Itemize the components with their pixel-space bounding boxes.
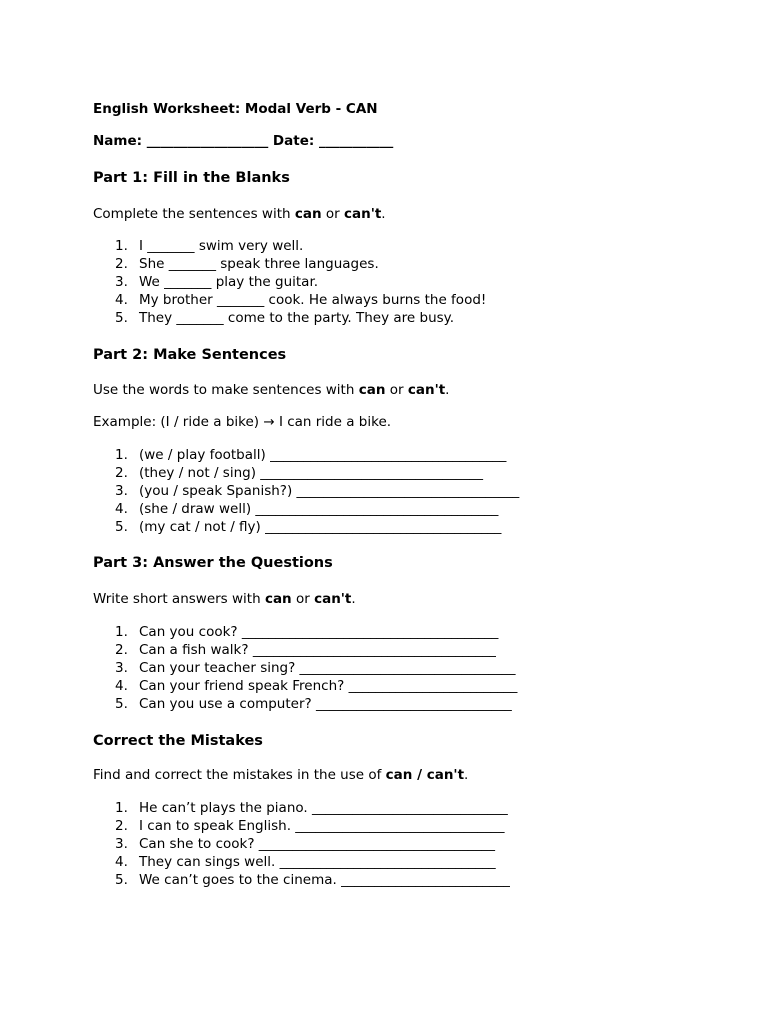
list-item: 1. Can you cook? ______________________________________ (115, 624, 499, 640)
part-2-instruction: Use the words to make sentences with can or can't. (93, 382, 450, 398)
part-2-list (93, 446, 733, 536)
list-item: 2. Can a fish walk? ____________________________________ (115, 642, 496, 658)
part-1-section (93, 169, 733, 327)
worksheet-page (93, 101, 733, 888)
correct-mistakes-section (93, 732, 733, 889)
part-3-list (93, 623, 733, 713)
worksheet-title: English Worksheet: Modal Verb - CAN (93, 101, 378, 117)
correct-mistakes-heading: Correct the Mistakes (93, 733, 263, 749)
list-item: 5. We can’t goes to the cinema. _________________________ (115, 872, 510, 888)
list-item: 4. My brother _______ cook. He always burns the food! (115, 292, 487, 308)
list-item: 4. They can sings well. ________________________________ (115, 854, 496, 870)
correct-mistakes-list (93, 799, 733, 889)
part-2-heading: Part 2: Make Sentences (93, 347, 287, 363)
list-item: 3. We _______ play the guitar. (115, 274, 319, 290)
list-item: 4. Can your friend speak French? _________________________ (115, 678, 518, 694)
list-item: 3. Can your teacher sing? ________________________________ (115, 660, 516, 676)
part-3-heading: Part 3: Answer the Questions (93, 555, 333, 571)
list-item: 5. Can you use a computer? _____________________________ (115, 696, 512, 712)
name-date-line: Name: __________________ Date: ___________ (93, 133, 394, 149)
list-item: 2. She _______ speak three languages. (115, 256, 379, 272)
list-item: 1. (we / play football) ___________________________________ (115, 447, 507, 463)
list-item: 2. I can to speak English. _______________________________ (115, 818, 505, 834)
list-item: 3. (you / speak Spanish?) _________________________________ (115, 483, 520, 499)
correct-mistakes-instruction: Find and correct the mistakes in the use of can / can't. (93, 767, 469, 783)
list-item: 1. He can’t plays the piano. _____________________________ (115, 800, 508, 816)
part-2-section (93, 346, 733, 536)
list-item: 3. Can she to cook? ___________________________________ (115, 836, 496, 852)
part-1-heading: Part 1: Fill in the Blanks (93, 170, 290, 186)
list-item: 1. I _______ swim very well. (115, 238, 304, 254)
list-item: 5. (my cat / not / fly) ___________________________________ (115, 519, 502, 535)
part-3-section (93, 554, 733, 713)
part-3-instruction: Write short answers with can or can't. (93, 591, 356, 607)
part-2-example: Example: (I / ride a bike) → I can ride a bike. (93, 414, 392, 430)
list-item: 5. They _______ come to the party. They are busy. (115, 310, 455, 326)
part-1-list (93, 237, 733, 327)
list-item: 4. (she / draw well) ____________________________________ (115, 501, 499, 517)
part-1-instruction: Complete the sentences with can or can't. (93, 206, 386, 222)
list-item: 2. (they / not / sing) _________________________________ (115, 465, 483, 481)
